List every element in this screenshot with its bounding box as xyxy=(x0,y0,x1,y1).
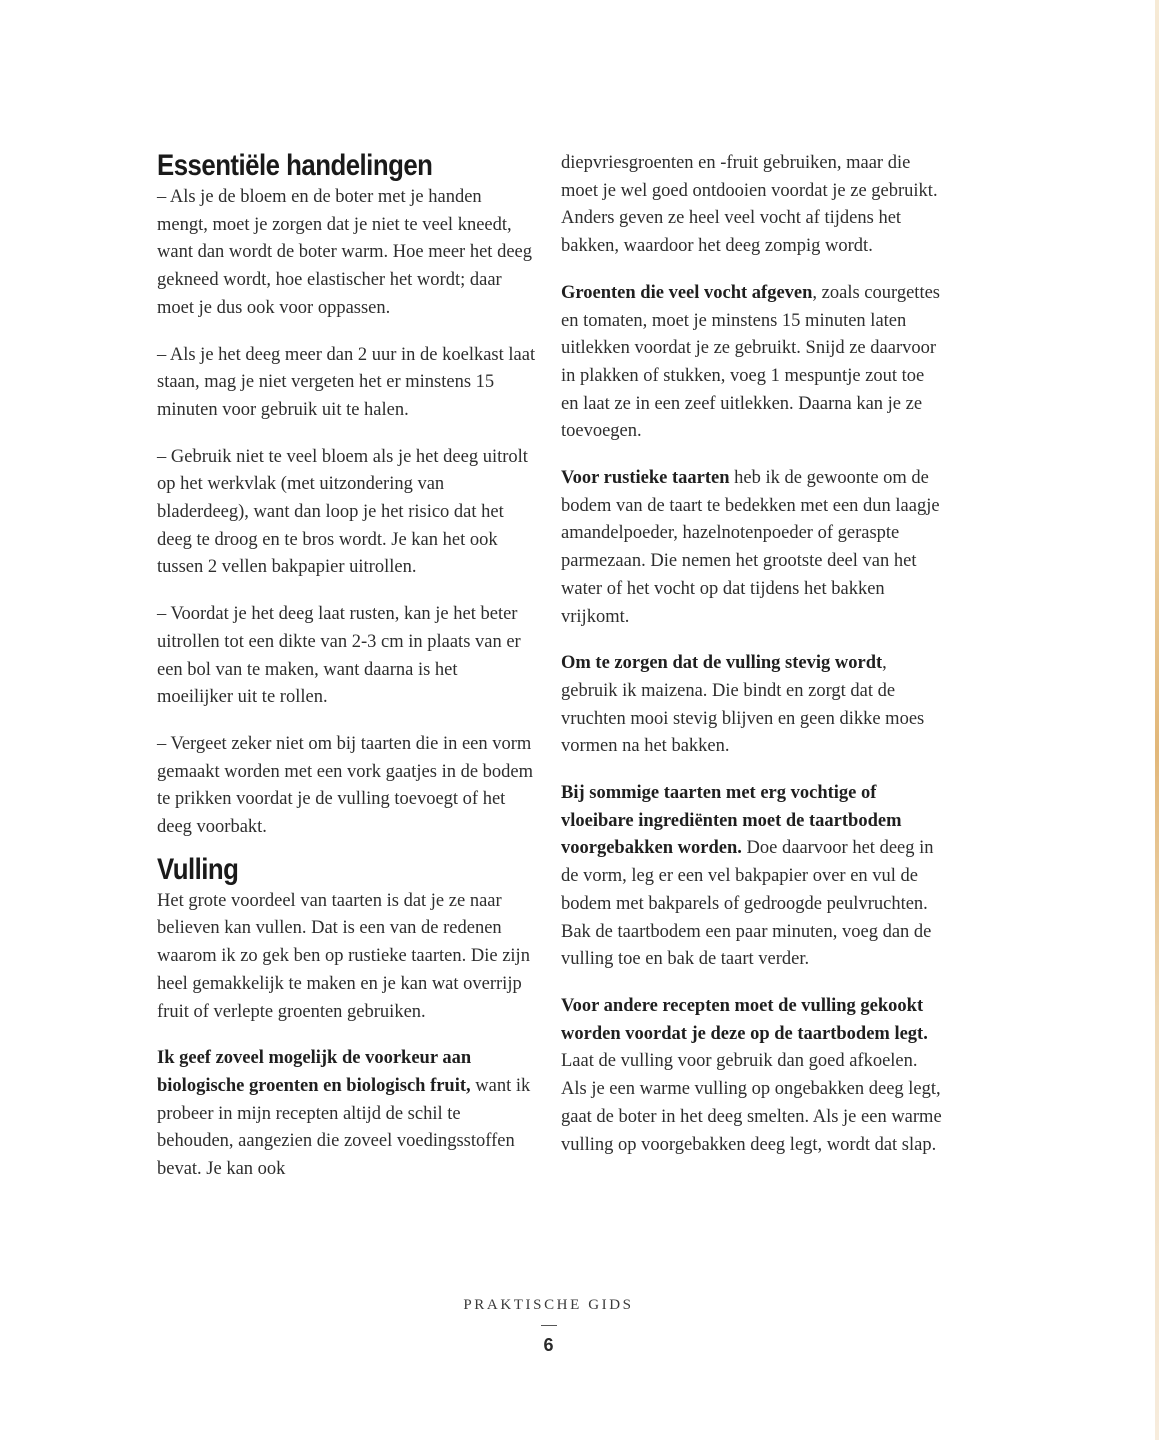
paragraph-frozen: diepvriesgroenten en -fruit gebruiken, maar die moet je wel goed ontdooien voordat je ze gebruikt. Anders geven ze heel veel vocht af tijdens het bakken, waardoor het deeg zompig wordt. xyxy=(561,153,938,257)
paragraph-organic xyxy=(157,1045,537,1184)
left-column xyxy=(157,148,537,1203)
paragraph-organic-bold: Ik geef zoveel mogelijk de voorkeur aan biologische groenten en biologisch fruit, xyxy=(157,1048,472,1096)
paragraph-rustic-tarts-rest: heb ik de gewoonte om de bodem van de taart te bedekken met een dun laagje amandelpoeder, hazelnotenpoeder of geraspte parmezaan. Die nemen het grootste deel van het water of het vocht op dat tijdens het bakken vrijkomt. xyxy=(561,468,940,627)
paragraph-blind-baking-rest: Doe daarvoor het deeg in de vorm, leg er een vel bakpapier over en vul de bodem met bakparels of gedroogde peulvruchten. Bak de taartbodem een paar minuten, voeg dan de vulling toe en bak de taart verder. xyxy=(561,838,934,970)
paragraph-rustic-tarts-bold: Voor rustieke taarten xyxy=(561,468,730,489)
paragraph-firm-filling-bold: Om te zorgen dat de vulling stevig wordt xyxy=(561,653,883,674)
heading-essential-steps: Essentiële handelingen xyxy=(157,149,433,182)
paragraph-kneading: – Als je de bloem en de boter met je handen mengt, moet je zorgen dat je niet te veel kneedt, want dan wordt de boter warm. Hoe meer het deeg gekneed wordt, hoe elastischer het wordt; daar moet je dus ook voor oppassen. xyxy=(157,187,532,318)
paragraph-blind-baking xyxy=(561,780,946,974)
heading-filling: Vulling xyxy=(157,852,239,886)
footer-divider xyxy=(541,1325,557,1326)
paragraph-organic-rest: want ik probeer in mijn recepten altijd de schil te behouden, aangezien die zoveel voedingsstoffen bevat. Je kan ook xyxy=(157,1075,531,1180)
paragraph-moist-vegetables xyxy=(561,280,946,446)
paragraph-moist-vegetables-bold: Groenten die veel vocht afgeven xyxy=(561,282,813,303)
paragraph-cooked-filling-bold: Voor andere recepten moet de vulling gekookt worden voordat je deze op de taartbodem legt. xyxy=(561,995,928,1044)
paragraph-cooked-filling xyxy=(561,993,946,1159)
right-column xyxy=(561,150,946,1178)
paragraph-fork: – Vergeet zeker niet om bij taarten die in een vorm gemaakt worden met een vork gaatjes in de bodem te prikken voordat je de vulling toevoegt of het deeg voorbakt. xyxy=(157,733,534,838)
paragraph-rustic-tarts xyxy=(561,465,946,631)
paragraph-rolling: – Voordat je het deeg laat rusten, kan je het beter uitrollen tot een dikte van 2-3 cm in plaats van er een bol van te maken, want daarna is het moeilijker uit te rollen. xyxy=(157,604,521,708)
footer-section-label: PRAKTISCHE GIDS xyxy=(463,1297,634,1313)
paragraph-filling-intro: Het grote voordeel van taarten is dat je ze naar believen kan vullen. Dat is een van de redenen waarom ik zo gek ben op rustieke taarten. Die zijn heel gemakkelijk te maken en je kan wat overrijp fruit of verlepte groenten gebruiken. xyxy=(157,890,530,1022)
paragraph-cooked-filling-rest: Laat de vulling voor gebruik dan goed afkoelen. Als je een warme vulling op ongebakken deeg legt, gaat de boter in het deeg smelten. Als je een warme vulling op voorgebakken deeg legt, wordt dat slap. xyxy=(561,1051,942,1155)
page-edge-strip xyxy=(1155,0,1159,1440)
paragraph-firm-filling xyxy=(561,650,946,761)
paragraph-flour: – Gebruik niet te veel bloem als je het deeg uitrolt op het werkvlak (met uitzondering van bladerdeeg), want dan loop je het risico dat het deeg te droog en te bros wordt. Je kan het ook tussen 2 vellen bakpapier uitrollen. xyxy=(157,446,528,578)
paragraph-firm-filling-rest: , gebruik ik maizena. Die bindt en zorgt dat de vruchten mooi stevig blijven en geen dikke moes vormen na het bakken. xyxy=(561,653,925,757)
paragraph-moist-vegetables-rest: , zoals courgettes en tomaten, moet je minstens 15 minuten laten uitlekken voordat je ze gebruikt. Snijd ze daarvoor in plakken of stukken, voeg 1 mespuntje zout toe en laat ze in een zeef uitlekken. Daarna kan je ze toevoegen. xyxy=(561,282,940,442)
page-footer xyxy=(0,1294,1097,1356)
page-number: 6 xyxy=(543,1335,554,1355)
paragraph-refrigerator: – Als je het deeg meer dan 2 uur in de koelkast laat staan, mag je niet vergeten het er minstens 15 minuten voor gebruik uit te halen. xyxy=(157,344,536,420)
paragraph-blind-baking-bold: Bij sommige taarten met erg vochtige of vloeibare ingrediënten moet de taartbodem voorgebakken worden. xyxy=(561,783,902,859)
